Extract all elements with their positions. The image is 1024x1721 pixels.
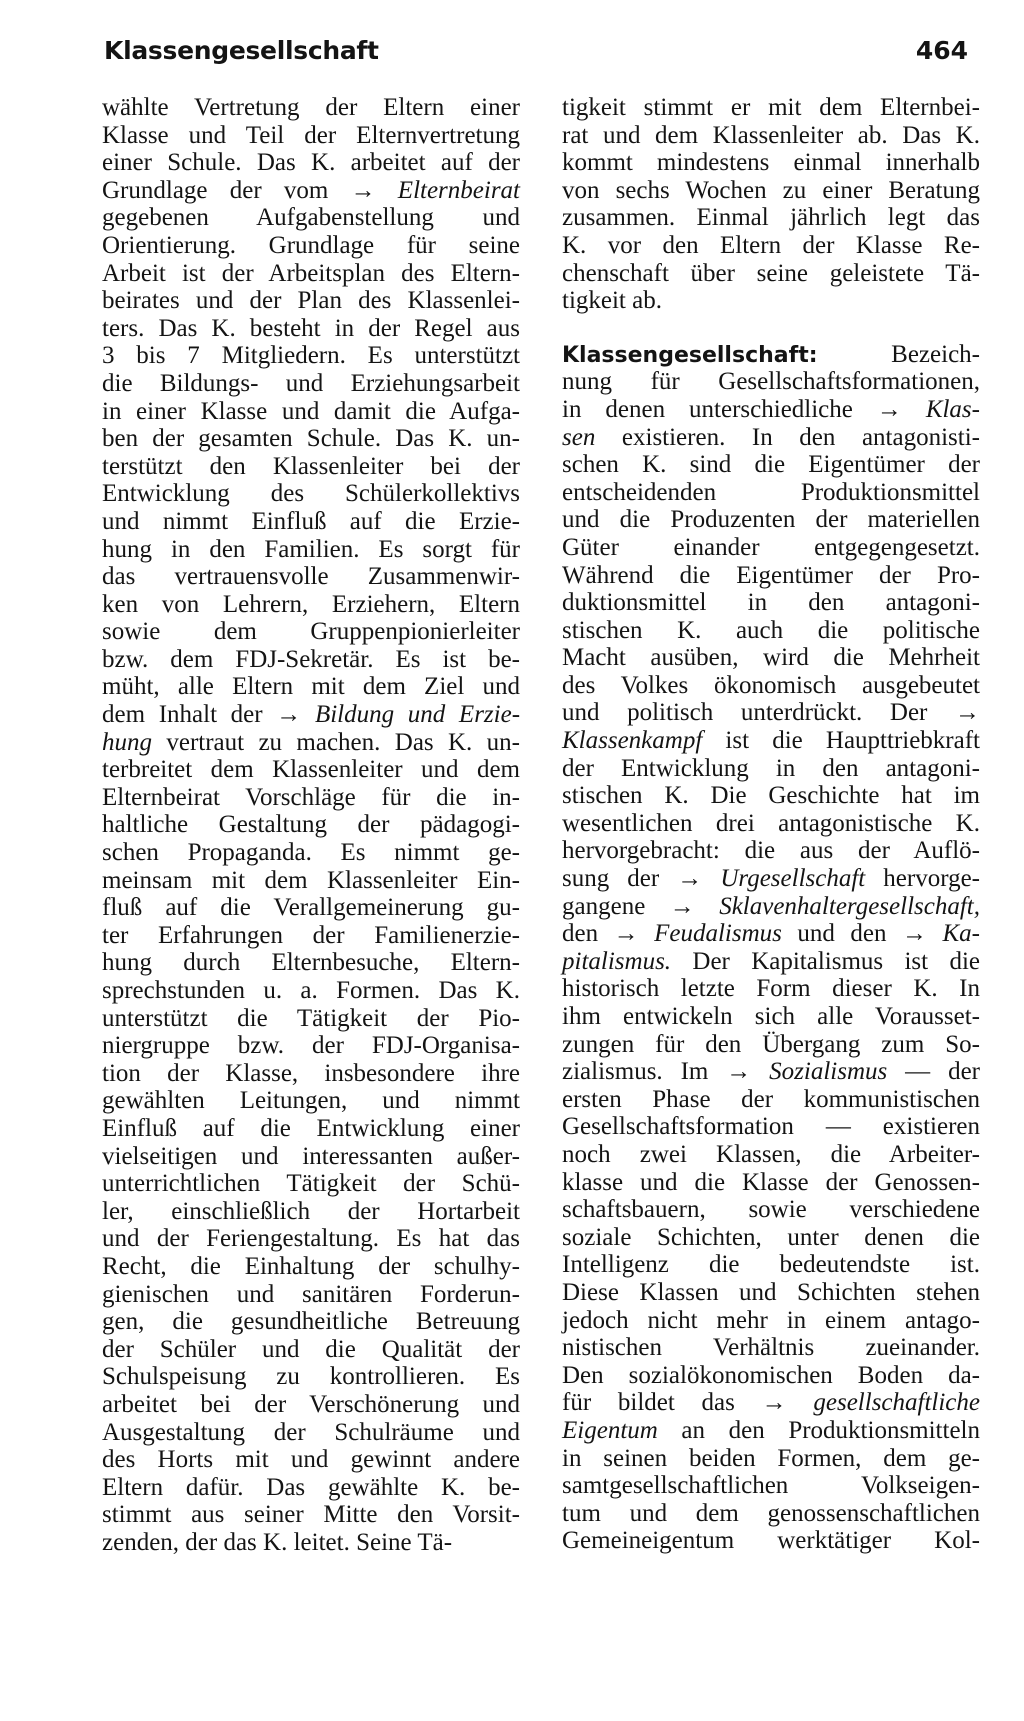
text-line [102, 1005, 520, 1033]
cross-reference: gesellschaftliche [813, 1389, 980, 1417]
text-line [562, 1389, 980, 1417]
text-segment: duktionsmittel in den antagoni- [562, 589, 980, 617]
text-segment: bzw. dem FDJ-Sekretär. Es ist be- [102, 645, 520, 673]
text-line [102, 894, 520, 922]
text-line [102, 177, 520, 205]
text-segment: Den sozialökonomischen Boden da- [562, 1361, 980, 1389]
text-line [102, 784, 520, 812]
text-segment: ihm entwickeln sich alle Vorausset- [562, 1003, 980, 1030]
text-segment: 3 bis 7 Mitgliedern. Es unterstützt [102, 342, 520, 370]
text-segment: und politisch unterdrückt. Der [562, 699, 955, 727]
text-segment: nung für Gesellschaftsformationen, [562, 368, 980, 396]
text-segment: soziale Schichten, unter denen die [562, 1223, 980, 1251]
text-segment: terstützt den Klassenleiter bei der [102, 452, 520, 480]
cross-reference: Eigentum [562, 1416, 658, 1444]
text-segment: des Volkes ökonomisch ausgebeutet [562, 671, 980, 699]
text-line [102, 591, 520, 619]
text-segment: gewählten Leitungen, und nimmt [102, 1087, 520, 1115]
text-segment: kommt mindestens einmal innerhalb [562, 149, 980, 177]
text-segment: schaftsbauern, sowie verschiedene [562, 1196, 980, 1224]
text-line [562, 232, 980, 260]
text-line [102, 425, 520, 453]
text-segment: gienischen und sanitären Forderun- [102, 1280, 520, 1308]
text-line [562, 424, 980, 452]
text-line [102, 949, 520, 977]
text-line [102, 1032, 520, 1060]
text-line [562, 920, 980, 948]
text-segment: entscheidenden Produktionsmittel [562, 478, 980, 506]
text-line [562, 948, 980, 976]
text-line [102, 204, 520, 232]
right-column [562, 94, 980, 1555]
text-line [102, 122, 520, 150]
text-line [102, 1336, 520, 1364]
text-line [102, 811, 520, 839]
text-line [562, 1362, 980, 1390]
arrow-right-icon: → [350, 176, 398, 204]
text-line [102, 315, 520, 343]
text-line [562, 1500, 980, 1528]
text-segment: Arbeit ist der Arbeitsplan des Eltern- [102, 259, 520, 287]
text-segment: Ausgestaltung der Schulräume und [102, 1418, 520, 1446]
text-line [102, 453, 520, 481]
text-segment: klasse und die Klasse der Genossen- [562, 1168, 980, 1196]
text-line [102, 1060, 520, 1088]
text-line [102, 1198, 520, 1226]
text-segment: tigkeit ab. [562, 287, 662, 315]
text-line [102, 1446, 520, 1474]
text-segment: samtgesellschaftlichen Volkseigen- [562, 1472, 980, 1500]
text-segment: Gesellschaftsformation — existieren [562, 1113, 980, 1141]
text-line [562, 1279, 980, 1307]
text-segment: haltliche Gestaltung der pädagogi- [102, 811, 520, 839]
text-line [562, 1251, 980, 1279]
text-segment: an den Produktionsmitteln [657, 1416, 980, 1444]
text-segment: den [562, 920, 614, 948]
text-line [562, 1169, 980, 1197]
text-segment: hung in den Familien. Es sorgt für [102, 535, 520, 563]
text-segment: chenschaft über seine geleistete Tä- [562, 259, 980, 287]
cross-reference: pitalismus. [562, 947, 672, 975]
text-line [562, 1031, 980, 1059]
text-line [102, 922, 520, 950]
text-segment: gangene [562, 892, 670, 920]
text-line [562, 534, 980, 562]
text-line [562, 699, 980, 727]
text-segment: fluß auf die Verallgemeinerung gu- [102, 894, 520, 922]
text-line [562, 341, 980, 369]
text-segment: Diese Klassen und Schichten stehen [562, 1278, 980, 1306]
text-line [562, 479, 980, 507]
text-line [102, 536, 520, 564]
text-segment: ersten Phase der kommunistischen [562, 1085, 980, 1113]
text-segment: Gemeineigentum werktätiger Kol- [562, 1527, 980, 1555]
text-segment: hung durch Elternbesuche, Eltern- [102, 949, 520, 977]
text-line [102, 1501, 520, 1529]
text-line [562, 1417, 980, 1445]
text-line [562, 1141, 980, 1169]
text-segment: wählte Vertretung der Eltern einer [102, 94, 520, 121]
text-segment: unterrichtlichen Tätigkeit der Schü- [102, 1170, 520, 1198]
text-segment: vertraut zu machen. Das K. un- [152, 728, 520, 756]
text-line [102, 1253, 520, 1281]
text-line [562, 1086, 980, 1114]
text-segment: ben der gesamten Schule. Das K. un- [102, 425, 520, 453]
text-line [562, 149, 980, 177]
text-segment: ters. Das K. besteht in der Regel aus [102, 314, 520, 342]
cross-reference: Elternbeirat [397, 176, 521, 204]
text-line [562, 1224, 980, 1252]
text-line [102, 1281, 520, 1309]
text-segment: zialismus. Im [562, 1058, 727, 1086]
cross-reference: Klas- [925, 395, 980, 423]
arrow-right-icon: → [955, 699, 980, 727]
text-segment: dem Inhalt der [102, 701, 277, 729]
arrow-right-icon: → [761, 1389, 814, 1417]
text-segment: Einfluß auf die Entwicklung einer [102, 1114, 520, 1142]
text-segment: unterstützt die Tätigkeit der Pio- [102, 1004, 520, 1032]
text-line [562, 1113, 980, 1141]
text-segment: in denen unterschiedliche [562, 395, 877, 423]
text-line [102, 839, 520, 867]
text-line [102, 260, 520, 288]
text-line [562, 562, 980, 590]
cross-reference: Bildung und Erzie- [314, 701, 521, 729]
text-segment: einer Schule. Das K. arbeitet auf der [102, 149, 520, 177]
text-line [562, 506, 980, 534]
text-line [562, 893, 980, 921]
text-segment: Intelligenz die bedeutendste ist. [562, 1251, 980, 1279]
arrow-right-icon: → [613, 920, 655, 948]
text-segment: K. vor den Eltern der Klasse Re- [562, 231, 980, 259]
cross-reference: hung [102, 728, 152, 756]
text-segment: sowie dem Gruppenpionierleiter [102, 618, 520, 646]
arrow-right-icon: → [276, 701, 315, 729]
text-line [102, 1363, 520, 1391]
text-line [562, 644, 980, 672]
text-line [102, 729, 520, 757]
text-segment: terbreitet dem Klassenleiter und dem [102, 756, 520, 784]
paragraph-gap [562, 315, 980, 341]
cross-reference: sen [562, 423, 596, 451]
text-line [102, 646, 520, 674]
text-line [562, 782, 980, 810]
text-segment: der Schüler und die Qualität der [102, 1335, 520, 1363]
text-segment: zungen für den Übergang zum So- [562, 1030, 980, 1058]
text-segment: Grundlage der vom [102, 176, 351, 204]
text-segment: und der Feriengestaltung. Es hat das [102, 1225, 520, 1253]
entry-headword: Klassengesellschaft: [562, 342, 818, 368]
text-line [102, 398, 520, 426]
text-segment: Schulspeisung zu kontrollieren. Es [102, 1363, 520, 1391]
text-segment: in seinen beiden Formen, dem ge- [562, 1444, 980, 1472]
text-line [562, 1445, 980, 1473]
text-segment: ken von Lehrern, Erziehern, Eltern [102, 590, 520, 618]
text-line [102, 1474, 520, 1502]
text-segment: der Entwicklung in den antagoni- [562, 754, 980, 782]
arrow-right-icon: → [677, 865, 721, 893]
text-line [562, 1003, 980, 1031]
text-segment: vielseitigen und interessanten außer- [102, 1142, 520, 1170]
text-segment: Recht, die Einhaltung der schulhy- [102, 1252, 520, 1280]
arrow-right-icon: → [726, 1058, 770, 1086]
page-header [104, 36, 968, 76]
text-segment: müht, alle Eltern mit dem Ziel und [102, 673, 520, 701]
text-segment: schen K. sind die Eigentümer der [562, 451, 980, 479]
text-line [102, 480, 520, 508]
text-segment: jedoch nicht mehr in einem antago- [562, 1306, 980, 1334]
text-line [562, 94, 980, 122]
text-line [562, 1307, 980, 1335]
text-segment: stischen K. Die Geschichte hat im [562, 782, 980, 810]
text-line [102, 94, 520, 122]
text-line [102, 149, 520, 177]
text-line [102, 1225, 520, 1253]
text-segment: niergruppe bzw. der FDJ-Organisa- [102, 1032, 520, 1060]
text-segment: ter Erfahrungen der Familienerzie- [102, 921, 520, 949]
text-segment: tum und dem genossenschaftlichen [562, 1499, 980, 1527]
text-segment: hervorgebracht: die aus der Auflö- [562, 837, 980, 865]
arrow-right-icon: → [876, 395, 926, 423]
text-segment: die Bildungs- und Erziehungsarbeit [102, 369, 520, 397]
cross-reference: Feudalismus [654, 920, 782, 948]
text-segment: Güter einander entgegengesetzt. [562, 533, 980, 561]
text-line [562, 755, 980, 783]
text-segment: tigkeit stimmt er mit dem Elternbei- [562, 94, 980, 121]
text-segment: gegebenen Aufgabenstellung und [102, 204, 520, 232]
text-line [102, 756, 520, 784]
text-line [102, 1529, 520, 1557]
text-segment: stischen K. auch die politische [562, 616, 980, 644]
text-segment: — der [887, 1058, 980, 1086]
cross-reference: Ka- [942, 920, 980, 948]
text-line [562, 177, 980, 205]
text-line [562, 810, 980, 838]
left-column [102, 94, 520, 1556]
text-line [102, 701, 520, 729]
text-segment: hervorge- [865, 865, 981, 893]
text-line [562, 1527, 980, 1555]
cross-reference: Klassenkampf [562, 727, 703, 755]
text-segment: stimmt aus seiner Mitte den Vorsit- [102, 1501, 520, 1529]
text-line [562, 451, 980, 479]
text-segment: von sechs Wochen zu einer Beratung [562, 176, 980, 204]
text-segment: zenden, der das K. leitet. Seine Tä- [102, 1528, 453, 1556]
text-line [102, 673, 520, 701]
text-segment: und die Produzenten der materiellen [562, 506, 980, 534]
text-segment: historisch letzte Form dieser K. In [562, 975, 980, 1003]
text-line [562, 1058, 980, 1086]
text-segment: sprechstunden u. a. Formen. Das K. [102, 977, 520, 1004]
text-segment: rat und dem Klassenleiter ab. Das K. [562, 121, 980, 149]
arrow-right-icon: → [902, 920, 943, 948]
text-segment: des Horts mit und gewinnt andere [102, 1446, 520, 1474]
text-segment: für bildet das [562, 1389, 762, 1417]
text-segment: noch zwei Klassen, die Arbeiter- [562, 1140, 980, 1168]
text-line [562, 837, 980, 865]
text-line [562, 260, 980, 288]
text-line [562, 727, 980, 755]
text-segment: in einer Klasse und damit die Aufga- [102, 397, 520, 425]
text-line [562, 204, 980, 232]
text-segment: tion der Klasse, insbesondere ihre [102, 1059, 520, 1087]
cross-reference: Sklavenhaltergesellschaft, [719, 892, 980, 920]
text-line [562, 287, 980, 315]
text-segment: existieren. In den antagonisti- [595, 423, 980, 451]
text-line [562, 1196, 980, 1224]
arrow-right-icon: → [669, 892, 720, 920]
text-segment: wesentlichen drei antagonistische K. [562, 809, 980, 837]
text-segment: Entwicklung des Schülerkollektivs [102, 480, 520, 508]
text-segment: Eltern dafür. Das gewählte K. be- [102, 1473, 520, 1501]
text-line [562, 672, 980, 700]
text-line [562, 1472, 980, 1500]
cross-reference: Urgesellschaft [720, 865, 866, 893]
text-segment: Bezeich- [817, 340, 980, 368]
text-line [102, 1170, 520, 1198]
text-segment: nistischen Verhältnis zueinander. [562, 1334, 980, 1362]
text-segment: meinsam mit dem Klassenleiter Ein- [102, 866, 520, 894]
text-segment: arbeitet bei der Verschönerung und [102, 1390, 520, 1418]
text-line [562, 368, 980, 396]
text-line [562, 975, 980, 1003]
text-segment: und den [781, 920, 902, 948]
text-segment: sung der [562, 865, 678, 893]
text-segment: Während die Eigentümer der Pro- [562, 561, 980, 589]
text-line [102, 287, 520, 315]
text-segment: Der Kapitalismus ist die [671, 947, 980, 975]
page-number: 464 [915, 36, 968, 65]
text-segment: gen, die gesundheitliche Betreuung [102, 1308, 520, 1336]
text-line [102, 977, 520, 1005]
text-segment: Orientierung. Grundlage für seine [102, 231, 520, 259]
text-line [102, 1115, 520, 1143]
text-segment: das vertrauensvolle Zusammenwir- [102, 563, 520, 591]
text-line [562, 865, 980, 893]
text-line [102, 1143, 520, 1171]
cross-reference: Sozialismus [769, 1058, 888, 1086]
text-segment: schen Propaganda. Es nimmt ge- [102, 839, 520, 867]
text-segment: und nimmt Einfluß auf die Erzie- [102, 507, 520, 535]
text-line [102, 1391, 520, 1419]
text-segment: Macht ausüben, wird die Mehrheit [562, 644, 980, 672]
text-line [102, 370, 520, 398]
running-head: Klassengesellschaft [104, 36, 379, 65]
text-segment: Elternbeirat Vorschläge für die in- [102, 783, 520, 811]
text-segment: ist die Haupttriebkraft [702, 727, 980, 755]
text-line [102, 618, 520, 646]
text-line [102, 1087, 520, 1115]
text-line [102, 342, 520, 370]
text-line [102, 1419, 520, 1447]
text-segment: zusammen. Einmal jährlich legt das [562, 204, 980, 232]
text-line [562, 122, 980, 150]
text-line [102, 232, 520, 260]
text-line [562, 617, 980, 645]
text-line [562, 1334, 980, 1362]
text-line [562, 589, 980, 617]
text-line [102, 1308, 520, 1336]
text-segment: Klasse und Teil der Elternvertretung [102, 121, 520, 149]
text-segment: ler, einschließlich der Hortarbeit [102, 1197, 520, 1225]
text-line [102, 867, 520, 895]
text-line [102, 563, 520, 591]
text-line [102, 508, 520, 536]
text-segment: beirates und der Plan des Klassenlei- [102, 287, 520, 315]
text-line [562, 396, 980, 424]
